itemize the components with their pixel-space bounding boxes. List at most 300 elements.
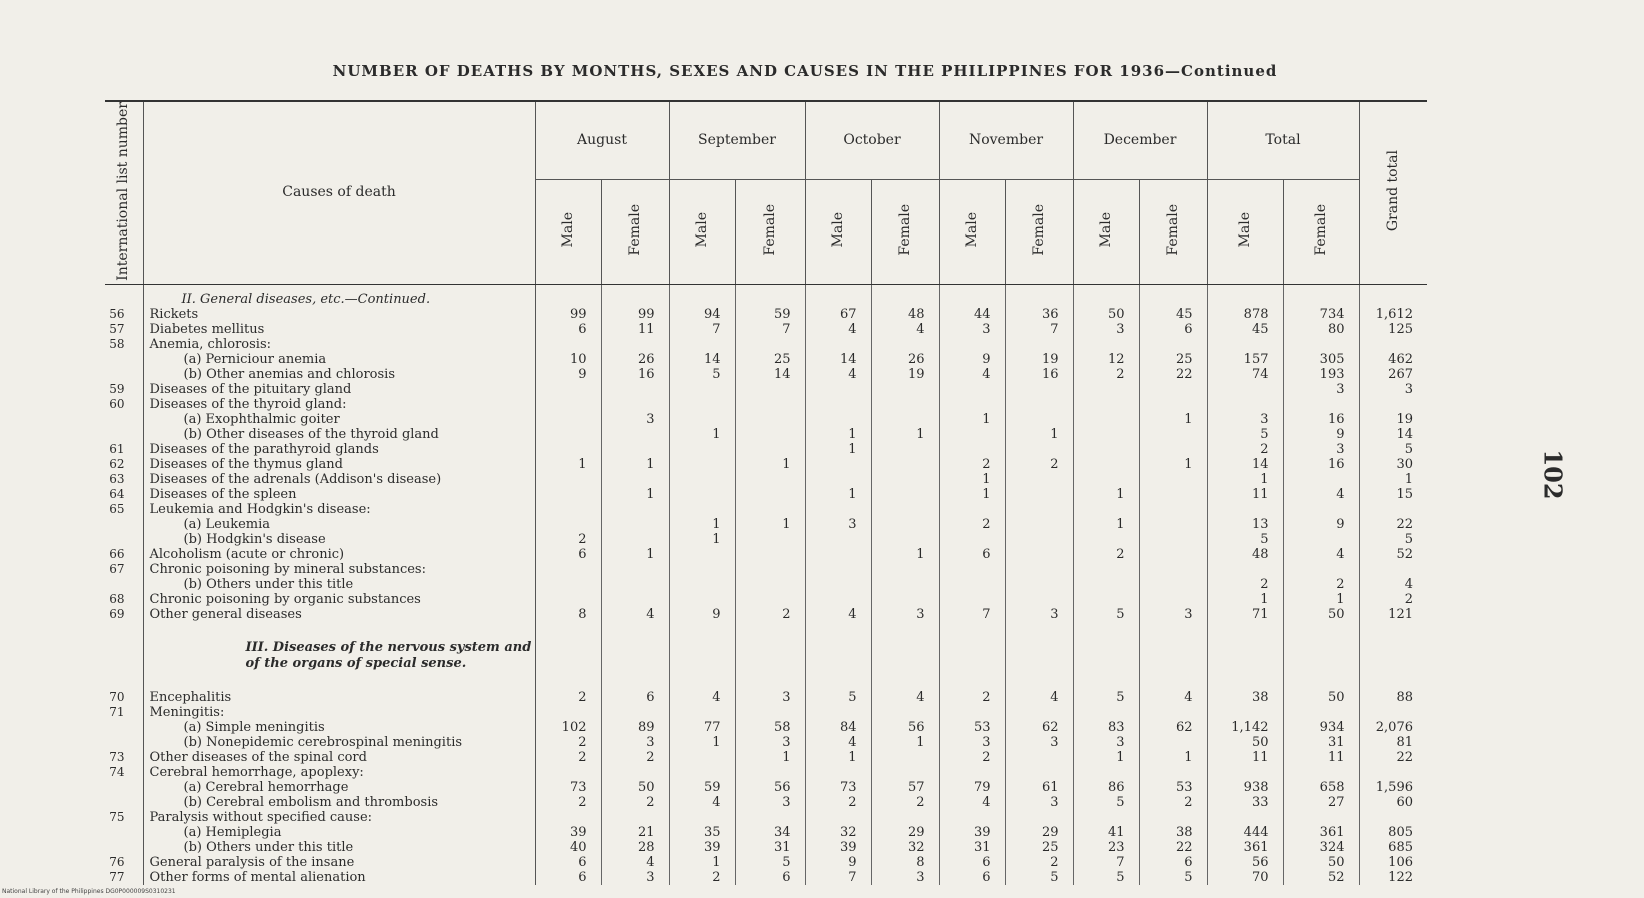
value-cell (1073, 532, 1139, 547)
value-cell: 50 (1207, 735, 1283, 750)
value-cell (669, 750, 735, 765)
cause-cell: General paralysis of the insane (143, 855, 535, 870)
table-row (105, 442, 1427, 457)
value-cell: 62 (1139, 720, 1207, 735)
grand-total-cell: 22 (1359, 517, 1427, 532)
value-cell (735, 532, 805, 547)
list-number-header: International list number (105, 101, 143, 284)
table-row (105, 855, 1427, 870)
value-cell: 2 (535, 690, 601, 705)
value-cell: 4 (805, 735, 871, 750)
value-cell (735, 577, 805, 592)
grand-total-cell: 52 (1359, 547, 1427, 562)
table-row (105, 547, 1427, 562)
male-header: Male (805, 180, 871, 285)
table-row (105, 517, 1427, 532)
value-cell: 11 (1207, 487, 1283, 502)
list-number-cell: 76 (109, 854, 125, 869)
value-cell (669, 547, 735, 562)
value-cell: 3 (1139, 607, 1207, 622)
value-cell (871, 412, 939, 427)
value-cell: 26 (871, 352, 939, 367)
value-cell (1005, 337, 1073, 352)
value-cell (871, 765, 939, 780)
value-cell (805, 705, 871, 720)
value-cell: 444 (1207, 825, 1283, 840)
value-cell (805, 382, 871, 397)
value-cell: 1 (735, 457, 805, 472)
value-cell: 3 (735, 735, 805, 750)
value-cell: 1 (1073, 487, 1139, 502)
value-cell (1283, 502, 1359, 517)
value-cell: 6 (1139, 322, 1207, 337)
value-cell (1073, 577, 1139, 592)
value-cell (871, 487, 939, 502)
value-cell: 1 (1283, 592, 1359, 607)
value-cell (939, 765, 1005, 780)
list-number-cell: 58 (109, 336, 125, 351)
value-cell (871, 705, 939, 720)
value-cell (669, 502, 735, 517)
deaths-table (105, 100, 1427, 885)
value-cell: 1 (669, 735, 735, 750)
value-cell (535, 284, 601, 307)
value-cell (1005, 765, 1073, 780)
cause-cell: Meningitis: (143, 705, 535, 720)
list-number-cell: 60 (109, 396, 125, 411)
table-row (105, 397, 1427, 412)
value-cell (1005, 547, 1073, 562)
female-header: Female (1139, 180, 1207, 285)
value-cell (939, 562, 1005, 577)
value-cell: 45 (1207, 322, 1283, 337)
value-cell (601, 705, 669, 720)
grand-total-cell: 267 (1359, 367, 1427, 382)
value-cell: 9 (535, 367, 601, 382)
value-cell: 6 (601, 690, 669, 705)
value-cell: 3 (871, 870, 939, 885)
value-cell (1139, 705, 1207, 720)
table-row (105, 607, 1427, 622)
value-cell: 59 (735, 307, 805, 322)
male-header: Male (1207, 180, 1283, 285)
grand-total-cell (1359, 810, 1427, 825)
male-header: Male (669, 180, 735, 285)
value-cell: 1 (871, 547, 939, 562)
value-cell (601, 427, 669, 442)
value-cell (1005, 284, 1073, 307)
table-row (105, 795, 1427, 810)
value-cell: 3 (1005, 795, 1073, 810)
value-cell (1207, 382, 1283, 397)
value-cell: 84 (805, 720, 871, 735)
value-cell (735, 412, 805, 427)
value-cell (1207, 810, 1283, 825)
value-cell (1005, 810, 1073, 825)
list-number-cell: 69 (109, 606, 125, 621)
value-cell: 4 (1005, 690, 1073, 705)
table-row (105, 367, 1427, 382)
grand-total-cell (1359, 622, 1427, 690)
cause-cell: Encephalitis (143, 690, 535, 705)
value-cell (1073, 765, 1139, 780)
grand-total-cell: 15 (1359, 487, 1427, 502)
value-cell: 3 (805, 517, 871, 532)
value-cell: 4 (601, 855, 669, 870)
value-cell: 2 (805, 795, 871, 810)
grand-total-cell: 462 (1359, 352, 1427, 367)
value-cell: 3 (1073, 322, 1139, 337)
value-cell: 1 (1005, 427, 1073, 442)
value-cell (805, 577, 871, 592)
value-cell: 2 (601, 750, 669, 765)
value-cell: 14 (669, 352, 735, 367)
female-header: Female (1283, 180, 1359, 285)
list-number-cell (105, 720, 143, 735)
list-number-cell: 66 (109, 546, 125, 561)
cause-cell: Diseases of the parathyroid glands (143, 442, 535, 457)
value-cell: 23 (1073, 840, 1139, 855)
value-cell: 1 (1139, 750, 1207, 765)
value-cell: 4 (805, 367, 871, 382)
value-cell: 70 (1207, 870, 1283, 885)
value-cell (1073, 412, 1139, 427)
cause-cell: (a) Simple meningitis (143, 720, 535, 735)
value-cell: 32 (871, 840, 939, 855)
value-cell (669, 472, 735, 487)
value-cell: 13 (1207, 517, 1283, 532)
value-cell: 40 (535, 840, 601, 855)
value-cell (535, 502, 601, 517)
value-cell (871, 442, 939, 457)
value-cell: 16 (1005, 367, 1073, 382)
cause-cell: Rickets (143, 307, 535, 322)
value-cell: 34 (735, 825, 805, 840)
table-row (105, 705, 1427, 720)
value-cell (735, 502, 805, 517)
value-cell: 5 (1207, 532, 1283, 547)
value-cell (1139, 517, 1207, 532)
value-cell (1005, 442, 1073, 457)
value-cell: 36 (1005, 307, 1073, 322)
value-cell: 3 (939, 322, 1005, 337)
value-cell: 48 (1207, 547, 1283, 562)
value-cell (939, 284, 1005, 307)
table-row (105, 780, 1427, 795)
table-row (105, 720, 1427, 735)
value-cell: 2 (669, 870, 735, 885)
value-cell (669, 577, 735, 592)
grand-total-cell: 22 (1359, 750, 1427, 765)
value-cell: 1 (601, 487, 669, 502)
value-cell (535, 412, 601, 427)
value-cell: 9 (939, 352, 1005, 367)
value-cell (805, 412, 871, 427)
value-cell (535, 442, 601, 457)
value-cell: 3 (1283, 382, 1359, 397)
value-cell: 1 (939, 487, 1005, 502)
value-cell (805, 502, 871, 517)
value-cell: 71 (1207, 607, 1283, 622)
value-cell (939, 705, 1005, 720)
cause-cell: Paralysis without specified cause: (143, 810, 535, 825)
value-cell: 7 (735, 322, 805, 337)
table-row (105, 412, 1427, 427)
value-cell: 305 (1283, 352, 1359, 367)
cause-cell: (b) Other diseases of the thyroid gland (143, 427, 535, 442)
value-cell (1283, 705, 1359, 720)
value-cell (1005, 562, 1073, 577)
cause-cell: Other diseases of the spinal cord (143, 750, 535, 765)
table-row (105, 810, 1427, 825)
value-cell: 61 (1005, 780, 1073, 795)
value-cell: 2 (535, 750, 601, 765)
value-cell (735, 765, 805, 780)
grand-total-cell: 1,612 (1359, 307, 1427, 322)
cause-cell: (a) Perniciour anemia (143, 352, 535, 367)
value-cell (1139, 532, 1207, 547)
table-body (105, 284, 1427, 885)
value-cell: 2 (1207, 577, 1283, 592)
value-cell: 53 (939, 720, 1005, 735)
value-cell: 2 (939, 457, 1005, 472)
value-cell (735, 562, 805, 577)
value-cell (735, 487, 805, 502)
list-number-cell (105, 352, 143, 367)
value-cell (601, 622, 669, 690)
cause-cell: (b) Other anemias and chlorosis (143, 367, 535, 382)
value-cell: 938 (1207, 780, 1283, 795)
value-cell (1073, 382, 1139, 397)
value-cell: 4 (601, 607, 669, 622)
value-cell (735, 442, 805, 457)
value-cell (1283, 622, 1359, 690)
value-cell: 1 (669, 855, 735, 870)
value-cell: 39 (535, 825, 601, 840)
value-cell (1005, 397, 1073, 412)
section-row (105, 284, 1427, 307)
value-cell (669, 810, 735, 825)
male-header: Male (535, 180, 601, 285)
value-cell (939, 502, 1005, 517)
grand-total-cell: 5 (1359, 442, 1427, 457)
list-number-cell: 77 (109, 869, 125, 884)
grand-total-cell: 81 (1359, 735, 1427, 750)
value-cell: 19 (1005, 352, 1073, 367)
value-cell (1139, 382, 1207, 397)
value-cell: 658 (1283, 780, 1359, 795)
list-number-cell (105, 825, 143, 840)
value-cell: 27 (1283, 795, 1359, 810)
value-cell: 878 (1207, 307, 1283, 322)
value-cell (1005, 622, 1073, 690)
value-cell: 8 (535, 607, 601, 622)
value-cell (1139, 622, 1207, 690)
value-cell: 4 (669, 795, 735, 810)
grand-total-cell (1359, 284, 1427, 307)
value-cell (535, 382, 601, 397)
value-cell (1207, 765, 1283, 780)
value-cell: 6 (535, 855, 601, 870)
value-cell (805, 547, 871, 562)
grand-total-cell: 5 (1359, 532, 1427, 547)
value-cell (735, 472, 805, 487)
value-cell (601, 472, 669, 487)
list-number-cell: 63 (109, 471, 125, 486)
value-cell: 193 (1283, 367, 1359, 382)
value-cell: 19 (871, 367, 939, 382)
value-cell (735, 427, 805, 442)
value-cell (669, 397, 735, 412)
list-number-cell: 64 (109, 486, 125, 501)
footer-note: National Library of the Philippines DG0P000009S0310231 (2, 888, 176, 895)
value-cell (535, 810, 601, 825)
table-row (105, 690, 1427, 705)
value-cell (669, 562, 735, 577)
value-cell (601, 517, 669, 532)
cause-cell: Alcoholism (acute or chronic) (143, 547, 535, 562)
list-number-cell: 71 (109, 704, 125, 719)
value-cell: 3 (1073, 735, 1139, 750)
value-cell (1005, 532, 1073, 547)
value-cell: 99 (535, 307, 601, 322)
grand-total-cell (1359, 765, 1427, 780)
value-cell: 39 (939, 825, 1005, 840)
list-number-cell (105, 427, 143, 442)
value-cell (535, 337, 601, 352)
value-cell: 9 (805, 855, 871, 870)
value-cell (601, 502, 669, 517)
value-cell: 73 (805, 780, 871, 795)
value-cell (669, 487, 735, 502)
value-cell (535, 765, 601, 780)
value-cell (805, 810, 871, 825)
value-cell: 80 (1283, 322, 1359, 337)
cause-cell: Diseases of the thyroid gland: (143, 397, 535, 412)
value-cell (735, 622, 805, 690)
list-number-cell: 67 (109, 561, 125, 576)
value-cell: 6 (535, 870, 601, 885)
value-cell (1073, 442, 1139, 457)
value-cell (669, 382, 735, 397)
value-cell (735, 397, 805, 412)
value-cell: 324 (1283, 840, 1359, 855)
value-cell: 2 (1139, 795, 1207, 810)
value-cell: 39 (805, 840, 871, 855)
grand-total-cell: 122 (1359, 870, 1427, 885)
grand-total-cell: 685 (1359, 840, 1427, 855)
value-cell (735, 284, 805, 307)
value-cell (805, 457, 871, 472)
value-cell: 56 (1207, 855, 1283, 870)
value-cell (1005, 472, 1073, 487)
value-cell: 16 (1283, 412, 1359, 427)
value-cell: 4 (1139, 690, 1207, 705)
value-cell (1073, 457, 1139, 472)
value-cell (1005, 750, 1073, 765)
grand-total-cell: 1 (1359, 472, 1427, 487)
value-cell: 2 (1073, 547, 1139, 562)
value-cell: 31 (735, 840, 805, 855)
value-cell (1139, 502, 1207, 517)
value-cell (669, 765, 735, 780)
cause-cell: (b) Others under this title (143, 577, 535, 592)
value-cell: 4 (1283, 487, 1359, 502)
value-cell: 56 (735, 780, 805, 795)
list-number-cell (105, 367, 143, 382)
value-cell: 934 (1283, 720, 1359, 735)
value-cell: 4 (939, 795, 1005, 810)
value-cell: 3 (871, 607, 939, 622)
value-cell: 99 (601, 307, 669, 322)
value-cell: 25 (735, 352, 805, 367)
value-cell (805, 284, 871, 307)
value-cell (1005, 592, 1073, 607)
value-cell (1073, 622, 1139, 690)
value-cell: 5 (735, 855, 805, 870)
value-cell: 53 (1139, 780, 1207, 795)
value-cell: 3 (735, 690, 805, 705)
value-cell (871, 382, 939, 397)
female-header: Female (601, 180, 669, 285)
value-cell: 6 (939, 870, 1005, 885)
value-cell: 5 (1073, 870, 1139, 885)
value-cell: 1 (1207, 592, 1283, 607)
list-number-cell: 65 (109, 501, 125, 516)
list-number-cell: 57 (109, 321, 125, 336)
value-cell (601, 337, 669, 352)
table-row (105, 502, 1427, 517)
cause-cell: (b) Others under this title (143, 840, 535, 855)
value-cell (871, 397, 939, 412)
list-number-cell: 74 (109, 764, 125, 779)
value-cell: 59 (669, 780, 735, 795)
value-cell: 2 (535, 795, 601, 810)
value-cell: 25 (1139, 352, 1207, 367)
cause-cell: Other forms of mental alienation (143, 870, 535, 885)
month-header-december: December (1073, 101, 1207, 180)
value-cell: 79 (939, 780, 1005, 795)
value-cell (1073, 562, 1139, 577)
value-cell: 5 (1073, 607, 1139, 622)
section-heading: III. Diseases of the nervous system and of the organs of special sense. (143, 622, 535, 690)
value-cell (1139, 337, 1207, 352)
value-cell: 14 (735, 367, 805, 382)
value-cell (1139, 765, 1207, 780)
value-cell: 4 (1283, 547, 1359, 562)
value-cell (805, 472, 871, 487)
cause-cell: Chronic poisoning by mineral substances: (143, 562, 535, 577)
value-cell: 1 (805, 442, 871, 457)
value-cell: 2 (1005, 457, 1073, 472)
value-cell (1073, 337, 1139, 352)
month-header-november: November (939, 101, 1073, 180)
table-row (105, 382, 1427, 397)
value-cell: 21 (601, 825, 669, 840)
grand-total-cell: 2 (1359, 592, 1427, 607)
table-row (105, 457, 1427, 472)
causes-header: Causes of death (143, 101, 535, 284)
value-cell (1207, 622, 1283, 690)
value-cell: 3 (1005, 607, 1073, 622)
value-cell (601, 284, 669, 307)
female-header: Female (1005, 180, 1073, 285)
value-cell: 1 (1207, 472, 1283, 487)
list-number-cell: 59 (109, 381, 125, 396)
value-cell: 1 (735, 517, 805, 532)
grand-total-cell: 805 (1359, 825, 1427, 840)
value-cell (669, 592, 735, 607)
